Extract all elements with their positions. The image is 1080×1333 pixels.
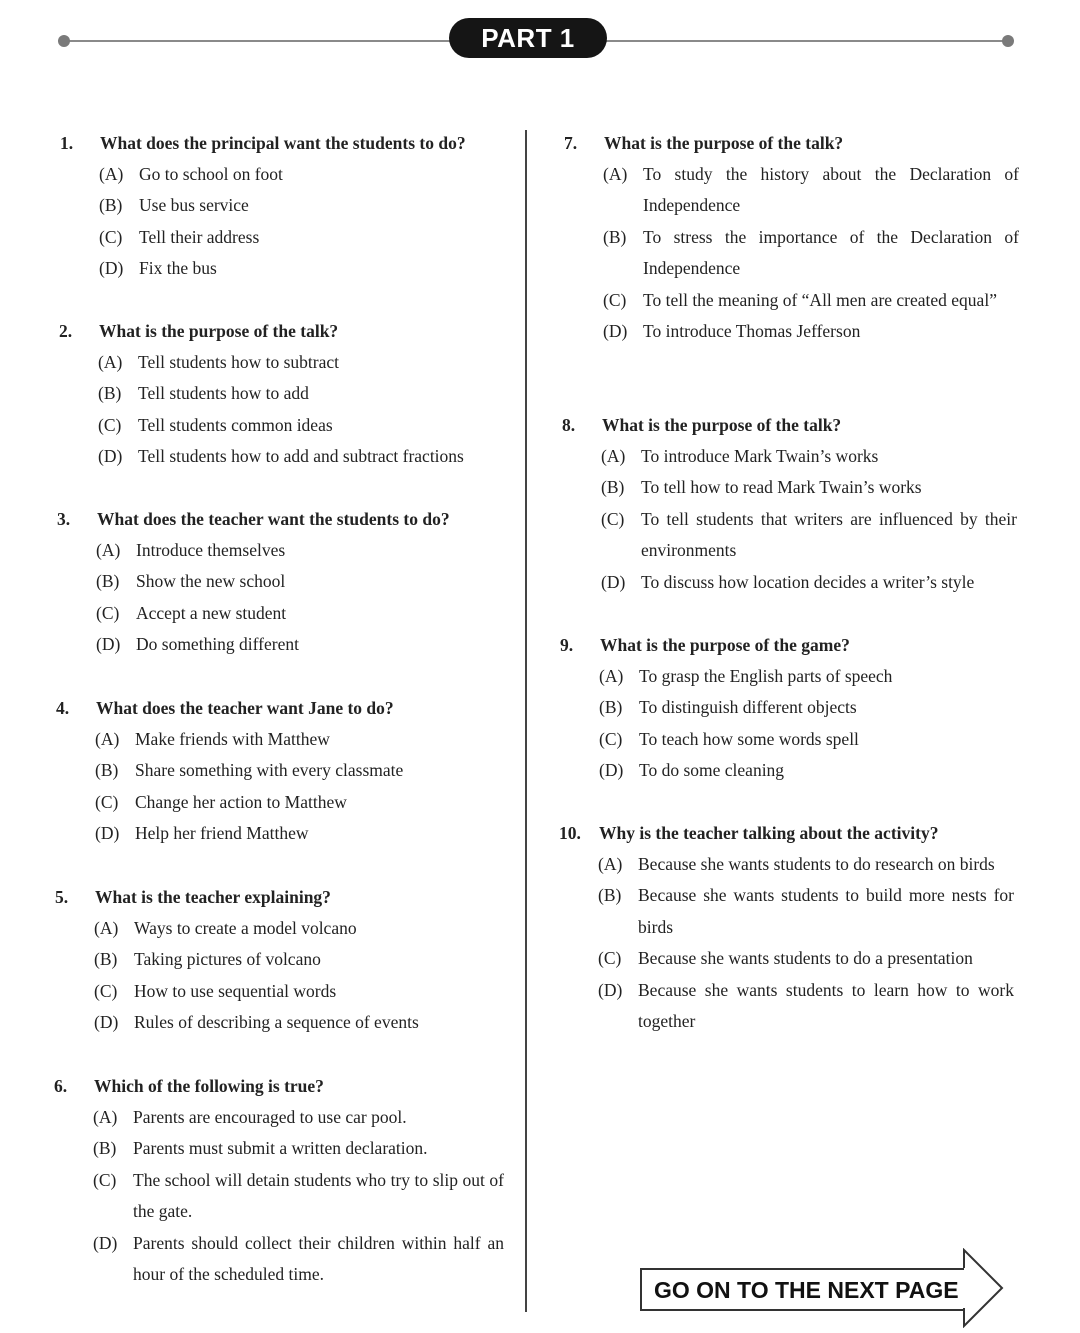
option-letter: (D) (603, 321, 628, 342)
answer-option (54, 1102, 504, 1133)
question-3 (57, 504, 507, 661)
option-text: Change her action to Matthew (135, 791, 347, 812)
option-letter: (B) (93, 1138, 117, 1159)
option-text: To study the history about the Declaration of Independence (643, 164, 1019, 216)
option-letter: (C) (93, 1169, 117, 1190)
option-text: Rules of describing a sequence of events (134, 1012, 419, 1033)
option-text: To distinguish different objects (639, 697, 857, 718)
question-number: 7. (564, 133, 578, 153)
option-text: Because she wants students to learn how to work together (638, 979, 1014, 1032)
option-text: Help her friend Matthew (135, 823, 309, 844)
question-text: What is the purpose of the game? (600, 635, 850, 655)
question-10 (559, 818, 1014, 1037)
question-text: What does the teacher want Jane to do? (96, 698, 394, 718)
option-letter: (D) (93, 1232, 118, 1253)
answer-option (59, 441, 509, 472)
option-letter: (D) (99, 258, 124, 279)
answer-option (559, 975, 1014, 1038)
answer-option (564, 159, 1019, 222)
question-number: 2. (59, 321, 73, 341)
answer-option (59, 378, 509, 409)
question-7 (564, 128, 1019, 347)
answer-option (562, 472, 1017, 503)
arrow-right-icon (960, 1248, 1006, 1328)
answer-option (57, 598, 507, 629)
option-letter: (C) (99, 226, 123, 247)
option-letter: (A) (96, 540, 121, 560)
header-dot-left (58, 35, 70, 47)
answer-option (55, 976, 505, 1007)
option-text: Accept a new student (136, 602, 287, 623)
question-header (559, 818, 1014, 849)
option-letter: (D) (98, 446, 123, 467)
question-header (59, 316, 509, 347)
answer-option (60, 222, 510, 253)
question-text: Which of the following is true? (94, 1076, 324, 1096)
question-number: 5. (55, 887, 69, 907)
option-letter: (C) (598, 948, 622, 969)
option-text: To introduce Mark Twain’s works (641, 446, 879, 466)
answer-option (559, 849, 1014, 880)
answer-option (559, 880, 1014, 943)
option-text: Use bus service (139, 195, 249, 216)
option-letter: (D) (95, 823, 120, 844)
option-letter: (B) (96, 571, 120, 592)
option-text: To teach how some words spell (639, 728, 859, 749)
answer-option (562, 567, 1017, 598)
option-text: Fix the bus (139, 258, 217, 279)
question-4 (56, 693, 506, 850)
option-text: To discuss how location decides a writer’s style (641, 571, 975, 592)
answer-option (559, 943, 1014, 974)
option-letter: (B) (95, 760, 119, 781)
answer-option (59, 347, 509, 378)
option-letter: (A) (94, 918, 119, 938)
part-label: PART 1 (449, 18, 607, 58)
option-text: To grasp the English parts of speech (639, 666, 893, 686)
option-text: Introduce themselves (136, 540, 286, 560)
option-text: Tell students how to add (138, 383, 309, 404)
option-letter: (A) (93, 1107, 118, 1127)
option-text: Tell their address (139, 226, 260, 247)
answer-option (55, 1007, 505, 1038)
question-number: 6. (54, 1076, 68, 1096)
option-text: The school will detain students who try to slip out of the gate. (133, 1169, 504, 1222)
option-text: Tell students common ideas (138, 414, 333, 435)
option-text: To do some cleaning (639, 760, 785, 781)
answer-option (562, 504, 1017, 567)
question-header (56, 693, 506, 724)
header-dot-right (1002, 35, 1014, 47)
question-number: 10. (559, 823, 581, 843)
question-5 (55, 882, 505, 1039)
option-letter: (C) (599, 728, 623, 749)
option-text: To tell students that writers are influenced by their environments (641, 508, 1017, 561)
answer-option (57, 629, 507, 660)
option-text: To tell how to read Mark Twain’s works (641, 477, 922, 498)
question-text: What does the teacher want the students to do? (97, 509, 450, 529)
option-text: Ways to create a model volcano (134, 918, 357, 938)
option-letter: (C) (96, 602, 120, 623)
answer-option (564, 316, 1019, 347)
question-9 (560, 630, 1015, 787)
answer-option (560, 755, 1015, 786)
answer-option (54, 1133, 504, 1164)
option-text: To introduce Thomas Jefferson (643, 321, 861, 342)
option-text: Go to school on foot (139, 164, 283, 184)
answer-option (60, 190, 510, 221)
option-text: Because she wants students to build more nests for birds (638, 885, 1014, 937)
option-letter: (C) (98, 414, 122, 435)
option-letter: (B) (598, 885, 622, 906)
option-text: Show the new school (136, 571, 286, 592)
question-2 (59, 316, 509, 473)
answer-option (54, 1165, 504, 1228)
question-header (57, 504, 507, 535)
answer-option (560, 692, 1015, 723)
option-letter: (A) (99, 164, 124, 184)
option-letter: (D) (96, 634, 121, 655)
option-letter: (B) (601, 477, 625, 498)
answer-option (560, 661, 1015, 692)
answer-option (56, 787, 506, 818)
option-text: How to use sequential words (134, 980, 337, 1001)
option-text: Do something different (136, 634, 299, 655)
question-header (562, 410, 1017, 441)
option-letter: (A) (601, 446, 626, 466)
answer-option (59, 410, 509, 441)
question-header (564, 128, 1019, 159)
question-header (54, 1071, 504, 1102)
option-letter: (A) (603, 164, 628, 184)
option-text: Because she wants students to do research on birds (638, 854, 995, 874)
option-text: Tell students how to add and subtract fractions (138, 446, 464, 467)
question-header (55, 882, 505, 913)
option-letter: (B) (98, 383, 122, 404)
question-header (60, 128, 510, 159)
question-text: Why is the teacher talking about the activity? (599, 823, 939, 843)
option-text: Tell students how to subtract (138, 352, 339, 372)
option-letter: (D) (601, 571, 626, 592)
answer-option (564, 222, 1019, 285)
option-text: Taking pictures of volcano (134, 949, 321, 970)
question-text: What is the purpose of the talk? (604, 133, 844, 153)
question-number: 4. (56, 698, 70, 718)
option-text: To tell the meaning of “All men are created equal” (643, 289, 997, 310)
answer-option (564, 285, 1019, 316)
option-text: To stress the importance of the Declaration of Independence (643, 226, 1019, 279)
answer-option (560, 724, 1015, 755)
option-letter: (B) (99, 195, 123, 216)
option-text: Parents should collect their children within half an hour of the scheduled time. (133, 1232, 504, 1285)
option-letter: (A) (599, 666, 624, 686)
answer-option (56, 818, 506, 849)
answer-option (55, 913, 505, 944)
answer-option (60, 253, 510, 284)
option-letter: (C) (95, 791, 119, 812)
question-number: 8. (562, 415, 576, 435)
question-text: What is the teacher explaining? (95, 887, 331, 907)
option-letter: (C) (603, 289, 627, 310)
option-letter: (D) (599, 760, 624, 781)
question-header (560, 630, 1015, 661)
answer-option (57, 535, 507, 566)
option-letter: (D) (94, 1012, 119, 1033)
answer-option (56, 724, 506, 755)
question-1 (60, 128, 510, 285)
option-letter: (C) (94, 980, 118, 1001)
answer-option (562, 441, 1017, 472)
option-letter: (B) (94, 949, 118, 970)
question-8 (562, 410, 1017, 598)
question-text: What is the purpose of the talk? (602, 415, 842, 435)
option-text: Share something with every classmate (135, 760, 404, 781)
answer-option (57, 566, 507, 597)
question-number: 1. (60, 133, 74, 153)
answer-option (54, 1228, 504, 1291)
option-letter: (A) (98, 352, 123, 372)
option-letter: (A) (598, 854, 623, 874)
option-letter: (C) (601, 508, 625, 529)
answer-option (56, 755, 506, 786)
option-text: Parents are encouraged to use car pool. (133, 1107, 407, 1127)
question-text: What is the purpose of the talk? (99, 321, 339, 341)
option-text: Parents must submit a written declaration. (133, 1138, 428, 1159)
question-number: 3. (57, 509, 71, 529)
option-text: Because she wants students to do a presentation (638, 948, 973, 969)
option-text: Make friends with Matthew (135, 729, 330, 749)
answer-option (60, 159, 510, 190)
next-page-label: GO ON TO THE NEXT PAGE (640, 1268, 980, 1311)
option-letter: (D) (598, 979, 623, 1000)
option-letter: (B) (599, 697, 623, 718)
question-text: What does the principal want the students to do? (100, 133, 466, 153)
question-number: 9. (560, 635, 574, 655)
answer-option (55, 944, 505, 975)
column-divider (525, 130, 527, 1312)
option-letter: (B) (603, 226, 627, 247)
option-letter: (A) (95, 729, 120, 749)
question-6 (54, 1071, 504, 1290)
